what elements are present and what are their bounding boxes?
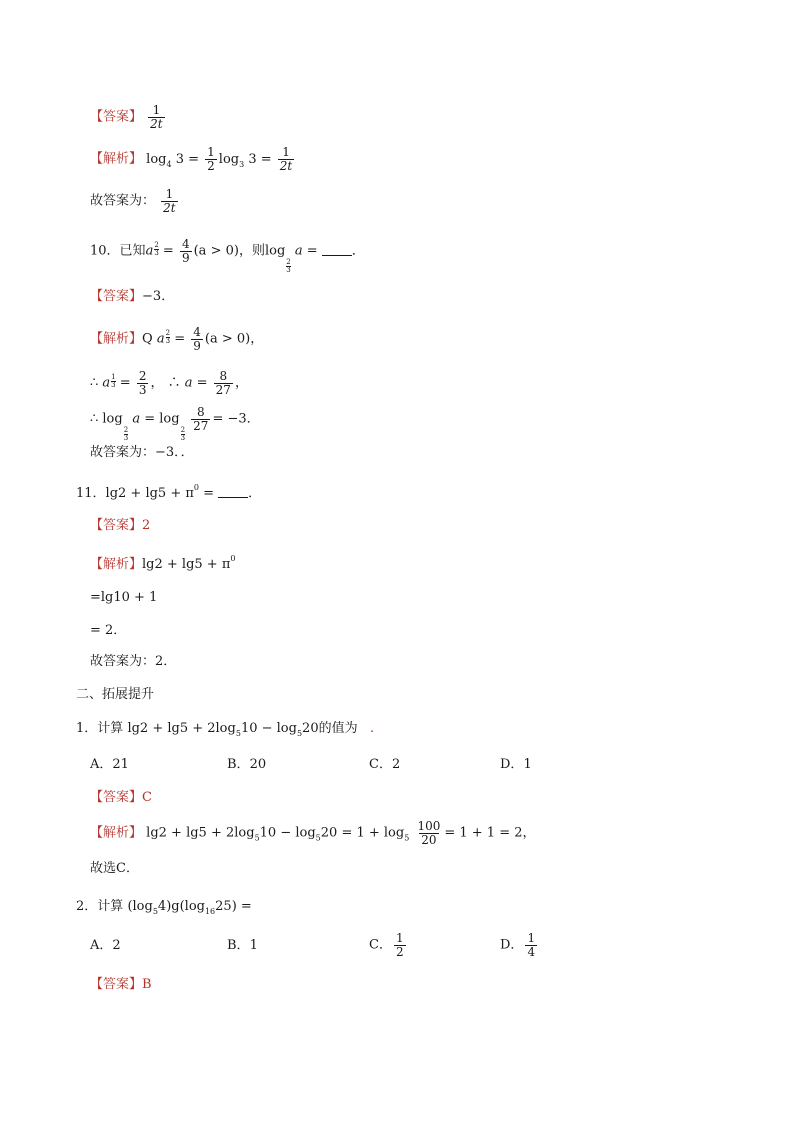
p1-option-b: B．20 — [227, 757, 267, 772]
p1-final-line: 故选C． — [90, 861, 139, 876]
q11-answer-value: 2 — [142, 518, 151, 533]
answer-blank — [218, 487, 248, 498]
q9-answer-line — [90, 104, 167, 130]
q9-final-line — [90, 188, 180, 214]
p1-option-d: D．1 — [500, 757, 532, 772]
q11-step1: =lg10 + 1 — [90, 590, 158, 605]
p2-number: 2． — [76, 899, 98, 914]
q9-answer-fraction: $\frac{1}{2t}$ — [150, 103, 163, 131]
q9-analysis-line — [90, 146, 296, 172]
p2-question: 2．计算 $(\log_54)g(\log_{16}25)$ = — [76, 899, 252, 916]
q11-final-line: 故答案为：2． — [90, 654, 177, 669]
p1-option-c: C．2 — [369, 757, 401, 772]
q10-question: 10．已知a $\frac{2}{3}$ = $\frac{4}{9}$ (a > 0)，则log $\frac{2}{3}$ a = ． — [90, 237, 365, 274]
section-title: 二、拓展提升 — [76, 687, 155, 702]
p2-answer-line: 【答案】B — [90, 977, 152, 992]
p2-option-a: A．2 — [90, 938, 121, 953]
p2-option-d: D． $\frac{1}{4}$ — [500, 931, 536, 959]
p1-option-a: A．21 — [90, 757, 129, 772]
q10-answer-value: −3 — [142, 289, 162, 304]
answer-blank — [322, 245, 352, 256]
p2-answer-value: B — [142, 977, 152, 992]
q10-analysis-step1: 【解析】Q a $\frac{2}{3}$ = $\frac{4}{9}$ (a > 0)， — [90, 325, 264, 353]
q10-final-line: 故答案为：−3．． — [90, 445, 194, 460]
q10-analysis-step3: ∴ log $\frac{2}{3}$ a = log $\frac{2}{3}$ $\frac{8}{27}$ = −3． — [90, 405, 260, 442]
p1-number: 1． — [76, 721, 98, 736]
answer-tag: 【答案】 — [90, 109, 143, 125]
q9-analysis-expr: $\log_4 3$ = $\frac{1}{2}$ $\log_3 3$ = $\frac{1}{2t}$ — [146, 145, 293, 173]
q11-analysis-line: 【解析】$\lg 2 + \lg 5 + \pi^0$ — [90, 554, 236, 572]
p1-question: 1．计算 $\lg 2 + \lg 5 + 2\log_510 - \log_520$的值为 . — [76, 721, 375, 738]
analysis-tag: 【解析】 — [90, 151, 143, 167]
q11-step2: = 2． — [90, 623, 127, 638]
therefore-answer-label: 故答案为： — [90, 193, 156, 209]
p2-option-b: B．1 — [227, 938, 258, 953]
q10-analysis-step2: ∴ a $\frac{1}{3}$ = $\frac{2}{3}$ ， ∴ a = $\frac{8}{27}$ ， — [90, 369, 248, 397]
p2-option-c: C． $\frac{1}{2}$ — [369, 931, 404, 959]
q10-number: 10． — [90, 243, 120, 259]
p1-analysis-line: 【解析】 $\lg 2 + \lg 5 + 2\log_510 - \log_520 = 1 + \log_5$ $\frac{100}{20}$ = 1 + 1 = 2， — [90, 819, 536, 847]
q11-answer-line: 【答案】2 — [90, 518, 151, 533]
q10-answer-line: 【答案】−3． — [90, 289, 175, 304]
q11-number: 11． — [76, 486, 106, 501]
p1-answer-value: C — [142, 790, 152, 805]
q9-final-fraction: $\frac{1}{2t}$ — [163, 187, 176, 215]
p1-answer-line: 【答案】C — [90, 790, 152, 805]
q11-question: 11．$\lg 2 + \lg 5 + \pi^0$ = ． — [76, 483, 262, 501]
